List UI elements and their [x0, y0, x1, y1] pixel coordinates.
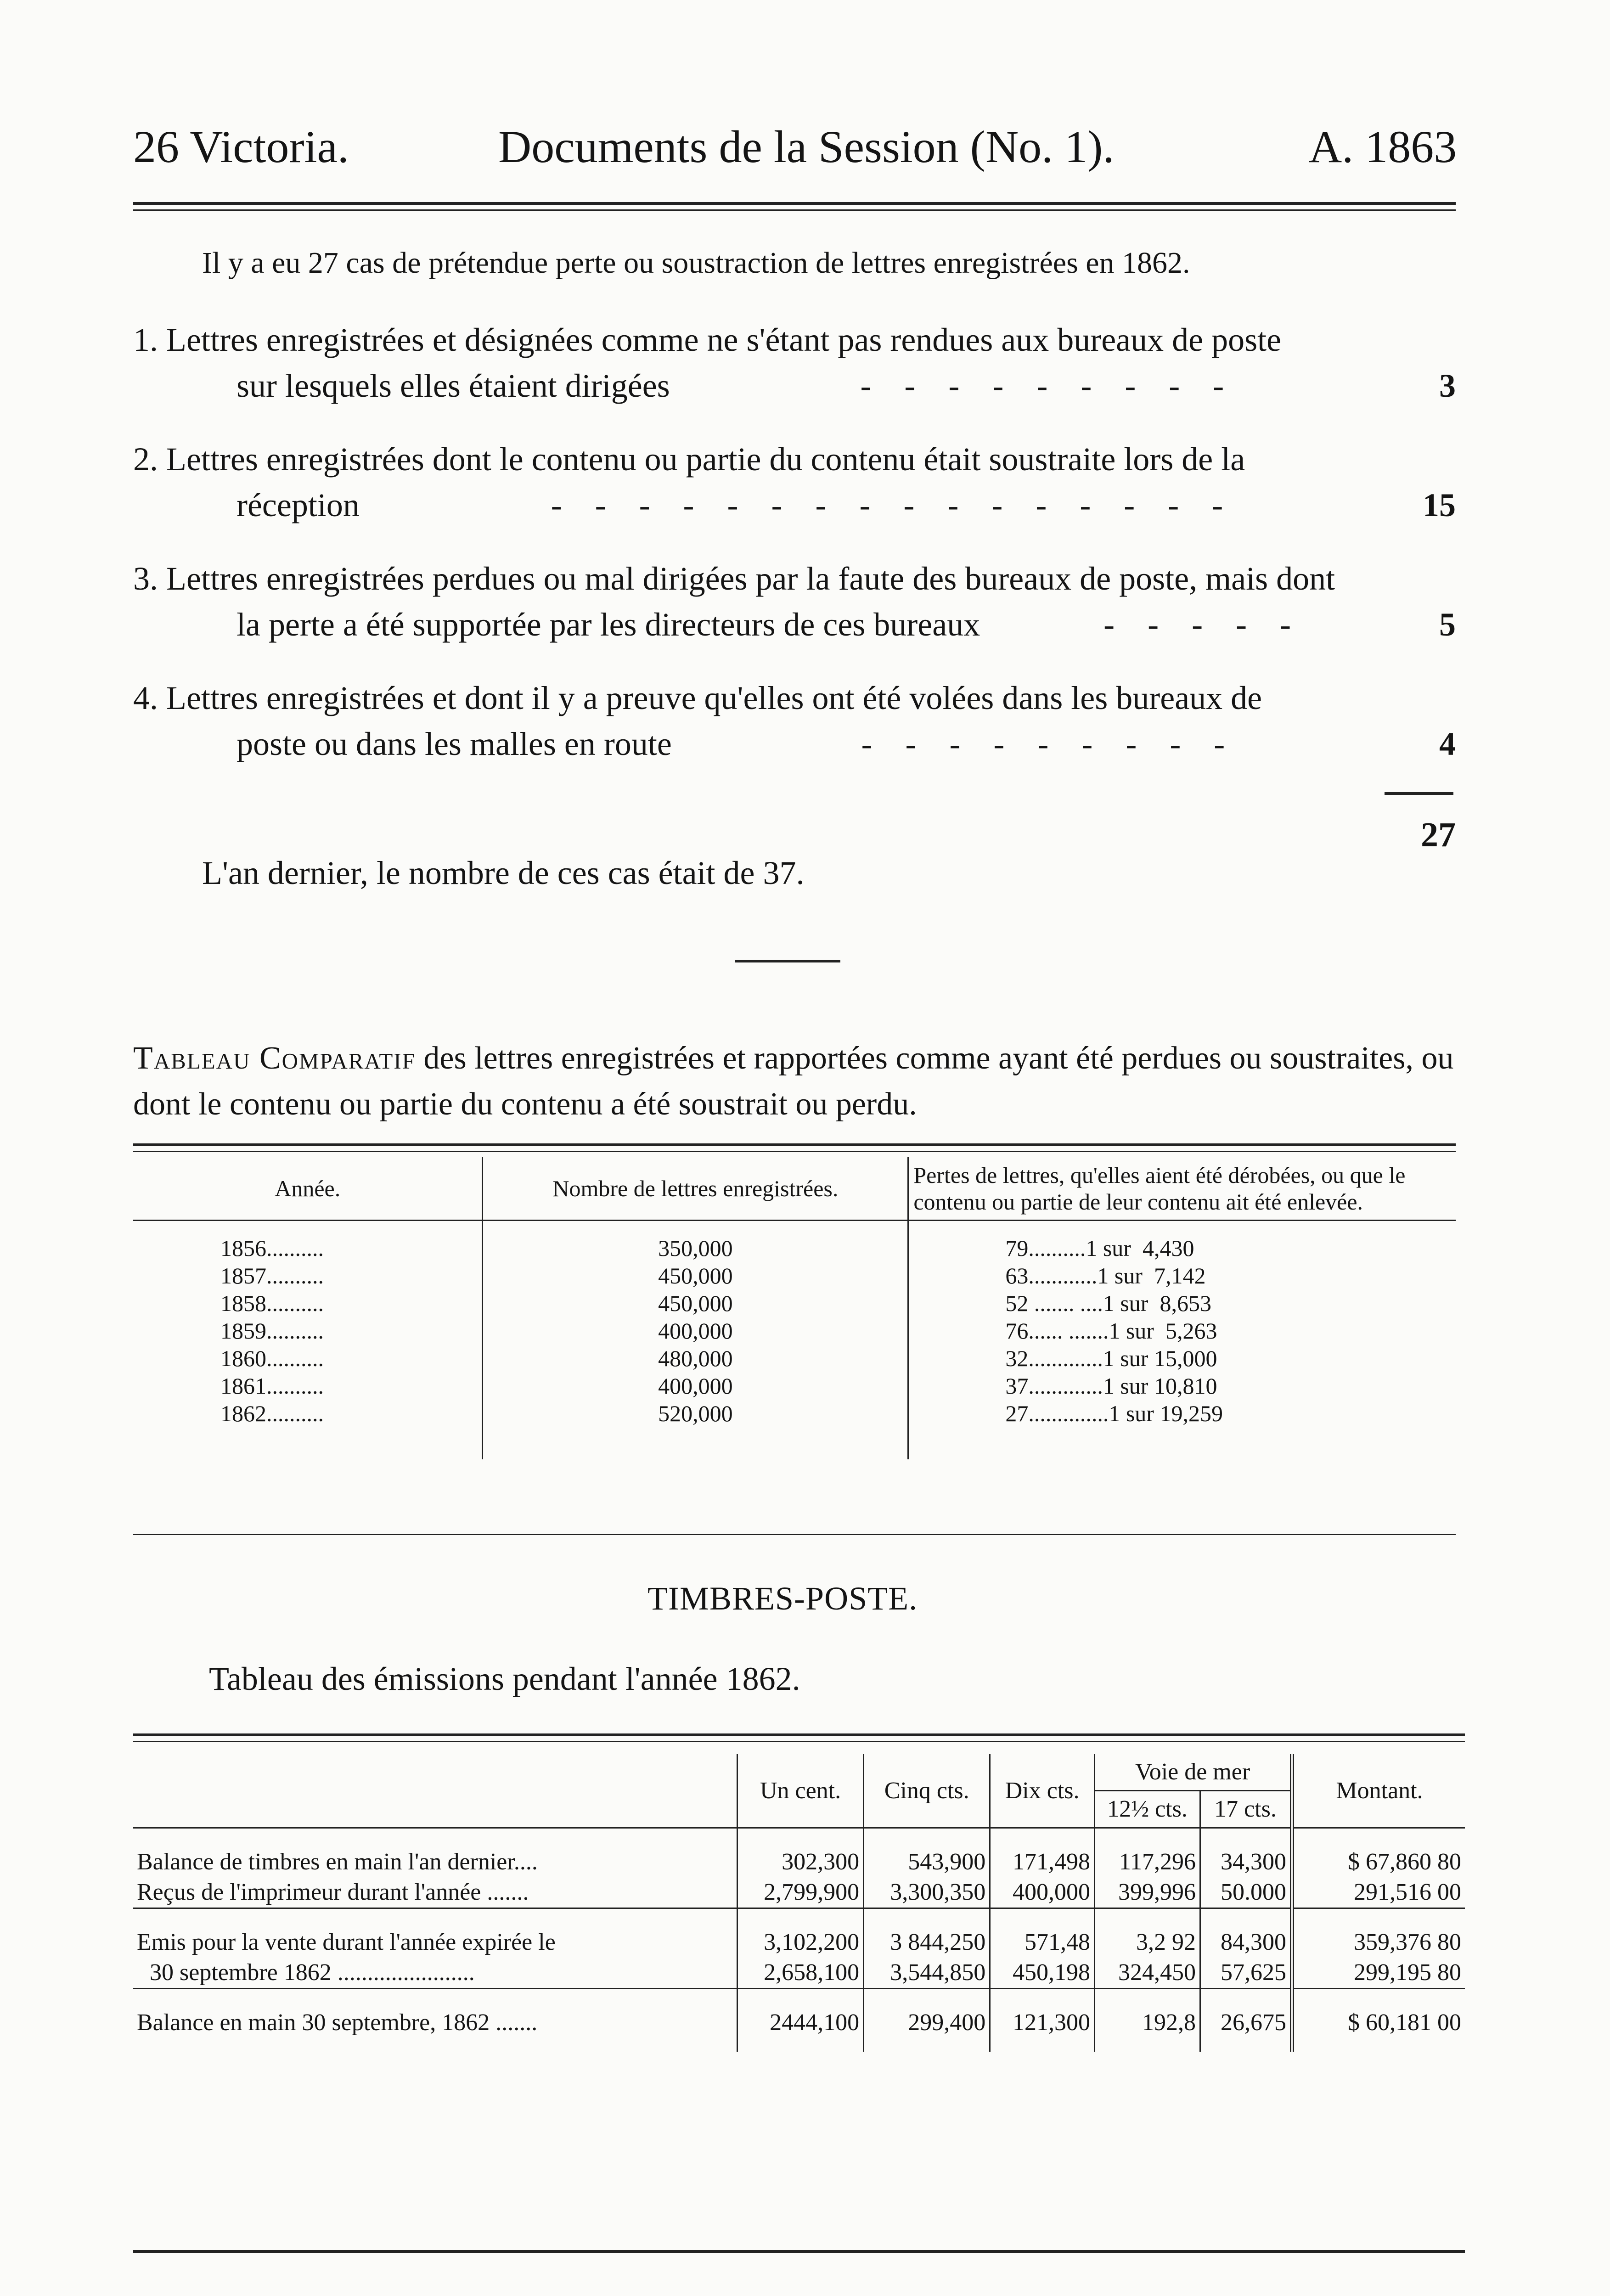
cell-dixsept-cts: 26,675: [1200, 2008, 1292, 2038]
year-cell: 1861..........: [133, 1372, 483, 1400]
cell-douze-cts: 3,2 92: [1095, 1927, 1200, 1958]
loss-cell: 37.............1 sur 10,810: [1005, 1373, 1217, 1399]
cell-dixsept-cts: 50.000: [1200, 1877, 1292, 1908]
table-row: [133, 1262, 1456, 1289]
section-separator: [735, 960, 840, 962]
cell-montant: 299,195 80: [1354, 1959, 1461, 1986]
item-line2: réception: [236, 487, 360, 523]
table-row: [133, 1289, 1456, 1317]
item-line2: sur lesquels elles étaient dirigées: [236, 367, 670, 404]
loss-cell: 52 ....... ....1 sur 8,653: [1005, 1290, 1211, 1316]
table-row: [133, 1234, 1456, 1262]
table-bottom-rule: [133, 1534, 1456, 1535]
dot-leader: - - - - -: [1103, 606, 1291, 643]
item-line2: poste ou dans les malles en route: [236, 726, 672, 762]
year-cell: 1857..........: [133, 1262, 483, 1289]
dot-leader: - - - - - - - - -: [861, 726, 1225, 762]
dot-leader: - - - - - - - - - - - - - - - -: [551, 487, 1223, 523]
col-dixsept-cts: 17 cts.: [1200, 1791, 1292, 1828]
item-count: 4: [1439, 726, 1456, 762]
timbres-title: TIMBRES-POSTE.: [647, 1580, 918, 1617]
cell-cinq-cts: 3 844,250: [864, 1927, 990, 1958]
count-cell: 350,000: [483, 1234, 908, 1262]
year-cell: 1862..........: [133, 1400, 483, 1427]
cell-dix-cts: 571,48: [990, 1927, 1095, 1958]
col-voie-de-mer: Voie de mer: [1095, 1754, 1292, 1791]
dot-leader: - - - - - - - - -: [860, 367, 1224, 404]
cell-cinq-cts: 299,400: [864, 2008, 990, 2038]
cell-dix-cts: 450,198: [990, 1958, 1095, 1989]
cell-un-cent: 3,102,200: [737, 1927, 864, 1958]
item-line1: Lettres enregistrées perdues ou mal dirigées par la faute des bureaux de poste, mais dont: [166, 560, 1335, 597]
cell-cinq-cts: 3,544,850: [864, 1958, 990, 1989]
cell-douze-cts: 192,8: [1095, 2008, 1200, 2038]
cell-montant: 359,376 80: [1354, 1929, 1461, 1955]
cell-dix-cts: 400,000: [990, 1877, 1095, 1908]
item-number: 4.: [133, 680, 158, 716]
row-label: Reçus de l'imprimeur durant l'année .......: [133, 1877, 737, 1908]
cell-douze-cts: 399,996: [1095, 1877, 1200, 1908]
cell-cinq-cts: 3,300,350: [864, 1877, 990, 1908]
table-row: [133, 1958, 1465, 1989]
list-item: [133, 317, 1456, 409]
loss-cell: 76...... .......1 sur 5,263: [1005, 1317, 1217, 1344]
col-montant: Montant.: [1336, 1777, 1423, 1804]
loss-cell: 79..........1 sur 4,430: [1005, 1235, 1194, 1261]
cell-un-cent: 302,300: [737, 1847, 864, 1877]
timbres-bottom-rule: [133, 2250, 1465, 2253]
item-count: 15: [1423, 487, 1456, 523]
table-row: [133, 1847, 1465, 1877]
list-item: [133, 556, 1456, 647]
col-year-header: Année.: [133, 1157, 483, 1221]
year-cell: 1858..........: [133, 1289, 483, 1317]
item-number: 1.: [133, 321, 158, 358]
cell-dix-cts: 121,300: [990, 2008, 1095, 2038]
comparative-title: [133, 1035, 1456, 1127]
year-cell: 1860..........: [133, 1345, 483, 1372]
row-label: 30 septembre 1862 .......................: [133, 1958, 737, 1989]
item-line1: Lettres enregistrées dont le contenu ou partie du contenu était soustraite lors de la: [166, 441, 1245, 478]
loss-cell: 32.............1 sur 15,000: [1005, 1345, 1217, 1371]
cell-dix-cts: 171,498: [990, 1847, 1095, 1877]
year-cell: 1856..........: [133, 1234, 483, 1262]
loss-cell: 63............1 sur 7,142: [1005, 1262, 1206, 1289]
header-year: A. 1863: [1309, 121, 1457, 172]
intro-text: Il y a eu 27 cas de prétendue perte ou soustraction de lettres enregistrées en 1862.: [202, 246, 1190, 280]
item-number: 2.: [133, 441, 158, 478]
col-un-cent: Un cent.: [737, 1754, 864, 1828]
item-number: 3.: [133, 560, 158, 597]
item-line1: Lettres enregistrées et dont il y a preuve qu'elles ont été volées dans les bureaux de: [166, 680, 1262, 716]
row-label: Balance de timbres en main l'an dernier....: [133, 1847, 737, 1877]
table-row: [133, 1345, 1456, 1372]
cell-montant: 291,516 00: [1354, 1879, 1461, 1905]
comparative-table: [133, 1157, 1456, 1459]
list-item: [133, 675, 1456, 767]
cell-montant: $ 60,181 00: [1348, 2009, 1461, 2036]
item-count: 5: [1439, 606, 1456, 643]
col-dix-cts: Dix cts.: [990, 1754, 1095, 1828]
count-cell: 450,000: [483, 1289, 908, 1317]
table-row: [133, 1877, 1465, 1908]
header-rule-thin: [133, 209, 1456, 211]
table-top-rule: [133, 1143, 1456, 1146]
table-row: [133, 1400, 1456, 1427]
header-title: Documents de la Session (No. 1).: [498, 121, 1115, 172]
cell-montant: $ 67,860 80: [1348, 1849, 1461, 1875]
count-cell: 400,000: [483, 1317, 908, 1345]
cell-un-cent: 2,658,100: [737, 1958, 864, 1989]
loss-cell: 27..............1 sur 19,259: [1005, 1400, 1223, 1426]
table-row: [133, 1372, 1456, 1400]
timbres-top-rule-thin: [133, 1741, 1465, 1742]
item-line2: la perte a été supportée par les directeurs de ces bureaux: [236, 606, 980, 643]
cell-dixsept-cts: 57,625: [1200, 1958, 1292, 1989]
count-cell: 400,000: [483, 1372, 908, 1400]
col-douze-cts: 12½ cts.: [1095, 1791, 1200, 1828]
total-count: 27: [1421, 816, 1456, 854]
table-row: [133, 2008, 1465, 2038]
year-cell: 1859..........: [133, 1317, 483, 1345]
total-rule: [1385, 792, 1453, 795]
col-cinq-cts: Cinq cts.: [864, 1754, 990, 1828]
last-year-note: L'an dernier, le nombre de ces cas était de 37.: [202, 855, 805, 891]
col-loss-header: Pertes de lettres, qu'elles aient été dérobées, ou que le contenu ou partie de leur contenu ait été enlevée.: [913, 1162, 1406, 1215]
timbres-table: [133, 1754, 1465, 2052]
header-volume: 26 Victoria.: [133, 121, 349, 172]
comparative-title-caps: Tableau Comparatif: [133, 1041, 416, 1076]
count-cell: 450,000: [483, 1262, 908, 1289]
cell-cinq-cts: 543,900: [864, 1847, 990, 1877]
comparative-title-text: des lettres enregistrées et rapportées comme ayant été perdues ou soustraites, ou dont le contenu ou partie du contenu a été soustrait ou perdu.: [133, 1041, 1454, 1122]
cell-douze-cts: 324,450: [1095, 1958, 1200, 1989]
table-row: [133, 1927, 1465, 1958]
count-cell: 480,000: [483, 1345, 908, 1372]
table-top-rule-thin: [133, 1151, 1456, 1152]
timbres-top-rule: [133, 1733, 1465, 1736]
col-count-header: Nombre de lettres enregistrées.: [483, 1157, 908, 1221]
cell-dixsept-cts: 34,300: [1200, 1847, 1292, 1877]
count-cell: 520,000: [483, 1400, 908, 1427]
row-label: Emis pour la vente durant l'année expirée le: [133, 1927, 737, 1958]
table-row: [133, 1317, 1456, 1345]
row-label: Balance en main 30 septembre, 1862 .......: [133, 2008, 737, 2038]
list-item: [133, 436, 1456, 528]
cell-dixsept-cts: 84,300: [1200, 1927, 1292, 1958]
header-rule: [133, 202, 1456, 205]
cell-un-cent: 2444,100: [737, 2008, 864, 2038]
cell-douze-cts: 117,296: [1095, 1847, 1200, 1877]
timbres-subtitle: Tableau des émissions pendant l'année 1862.: [209, 1660, 800, 1697]
item-count: 3: [1439, 367, 1456, 404]
cell-un-cent: 2,799,900: [737, 1877, 864, 1908]
item-line1: Lettres enregistrées et désignées comme ne s'étant pas rendues aux bureaux de poste: [166, 321, 1282, 358]
